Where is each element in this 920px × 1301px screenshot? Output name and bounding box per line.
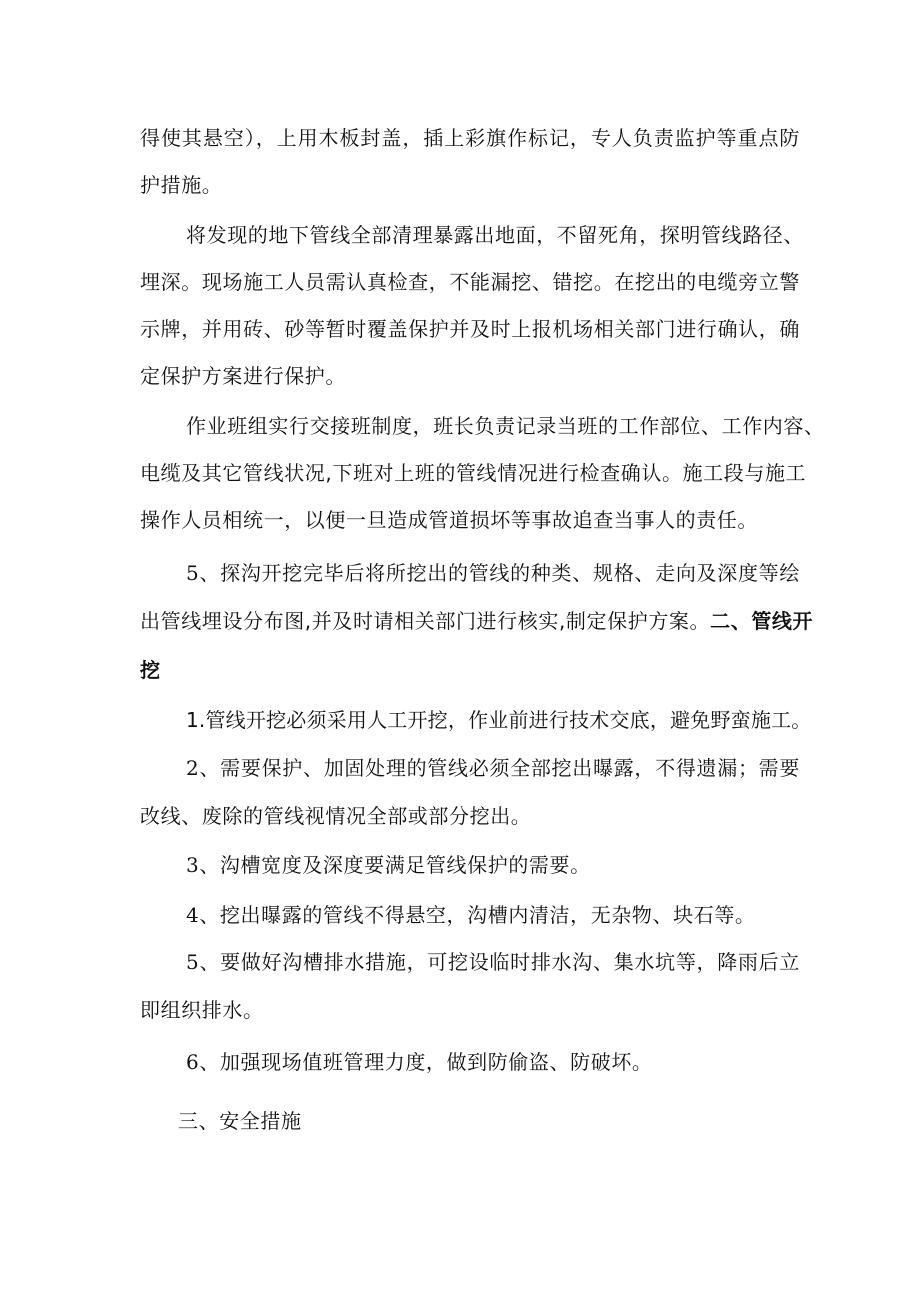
- list-text: 、要做好沟槽排水措施，可挖设临时排水沟、集水坑等，降雨后立: [199, 950, 800, 974]
- text-line: 1.管线开挖必须采用人工开挖，作业前进行技术交底，避免野蛮施工。: [186, 708, 812, 732]
- text-line: 得使其悬空），上用木板封盖，插上彩旗作标记，专人负责监护等重点防: [140, 126, 800, 150]
- text-line: 即组织排水。: [140, 998, 264, 1022]
- text-line: 电缆及其它管线状况,下班对上班的管线情况进行检查确认。施工段与施工: [140, 461, 807, 485]
- section-heading: 二、管线开: [710, 609, 814, 633]
- text-line: 将发现的地下管线全部清理暴露出地面，不留死角，探明管线路径、: [186, 223, 804, 247]
- list-text: 、沟槽宽度及深度要满足管线保护的需要。: [199, 853, 591, 877]
- text-line: 护措施。: [140, 173, 223, 197]
- list-item-line: [140, 559, 800, 587]
- list-item-line: [140, 851, 800, 879]
- text-line: 操作人员相统一，以便一旦造成管道损坏等事故追查当事人的责任。: [140, 508, 758, 532]
- list-text: 、挖出曝露的管线不得悬空，沟槽内清洁，无杂物、块石等。: [199, 903, 756, 927]
- list-number: 3: [186, 853, 200, 877]
- text-line: [140, 607, 814, 635]
- list-number: 5: [186, 950, 200, 974]
- list-item-line: [140, 754, 800, 782]
- section-heading: 三、安全措施: [178, 1109, 302, 1133]
- list-item-line: [140, 901, 800, 929]
- text-line: 定保护方案进行保护。: [140, 364, 346, 388]
- section-heading: 挖: [140, 658, 161, 682]
- text-line: 埋深。现场施工人员需认真检查，不能漏挖、错挖。在挖出的电缆旁立警: [140, 270, 800, 294]
- list-text: 、探沟开挖完毕后将所挖出的管线的种类、规格、走向及深度等绘: [199, 561, 800, 585]
- list-item-line: [140, 1048, 800, 1076]
- list-number: 2: [186, 756, 200, 780]
- text-line: 改线、废除的管线视情况全部或部分挖出。: [140, 804, 532, 828]
- list-text: 出管线埋设分布图,并及时请相关部门进行核实,制定保护方案。: [140, 609, 711, 633]
- list-text: 、加强现场值班管理力度，做到防偷盗、防破坏。: [199, 1050, 653, 1074]
- list-number: 4: [186, 903, 200, 927]
- list-item-line: [140, 948, 800, 976]
- list-number: 5: [186, 561, 200, 585]
- list-text: 、需要保护、加固处理的管线必须全部挖出曝露，不得遗漏；需要: [199, 756, 800, 780]
- list-number: 6: [186, 1050, 200, 1074]
- text-line: 示牌，并用砖、砂等暂时覆盖保护并及时上报机场相关部门进行确认，确: [140, 317, 800, 341]
- text-line: 作业班组实行交接班制度，班长负责记录当班的工作部位、工作内容、: [186, 414, 825, 438]
